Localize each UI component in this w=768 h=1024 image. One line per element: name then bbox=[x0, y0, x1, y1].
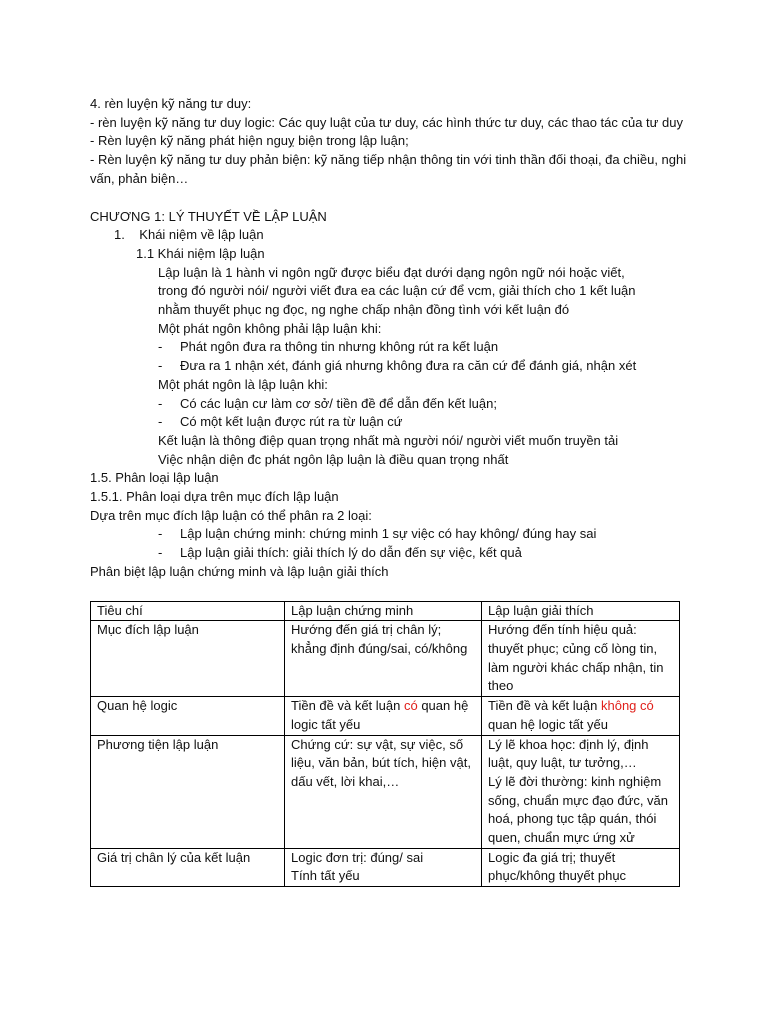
highlight-text: không có bbox=[600, 698, 654, 714]
table-row bbox=[91, 697, 680, 735]
table-row bbox=[91, 621, 680, 697]
section-4-item-1: - rèn luyện kỹ năng tư duy logic: Các quy luật của tư duy, các hình thức tư duy, các thao tác của tư duy bbox=[90, 114, 683, 130]
table-cell: Giá trị chân lý của kết luận bbox=[91, 848, 285, 886]
comparison-title: Phân biệt lập luận chứng minh và lập luận giải thích bbox=[90, 563, 389, 579]
definition-line-3: nhằm thuyết phục ng đọc, ng nghe chấp nhận đồng tình với kết luận đó bbox=[158, 302, 570, 318]
list-item: - Phát ngôn đưa ra thông tin nhưng không rút ra kết luận bbox=[158, 339, 499, 355]
is-argument-intro: Một phát ngôn là lập luận khi: bbox=[158, 376, 328, 392]
section-1-5-heading: 1.5. Phân loại lập luận bbox=[90, 470, 219, 486]
table-row bbox=[91, 735, 680, 848]
list-item: - Đưa ra 1 nhận xét, đánh giá nhưng không đưa ra căn cứ để đánh giá, nhận xét bbox=[158, 358, 637, 374]
chapter-title: CHƯƠNG 1: LÝ THUYẾT VỀ LẬP LUẬN bbox=[90, 208, 327, 224]
list-item: - Lập luận giải thích: giải thích lý do dẫn đến sự việc, kết quả bbox=[158, 545, 522, 561]
section-1-number: 1. bbox=[114, 227, 125, 243]
subsection-1-1-heading: 1.1 Khái niệm lập luận bbox=[136, 245, 265, 261]
section-4-item-2: - Rèn luyện kỹ năng phát hiện nguỵ biện trong lập luận; bbox=[90, 133, 409, 149]
section-1-heading bbox=[90, 226, 700, 245]
table-cell: Phương tiện lập luận bbox=[91, 735, 285, 848]
table-row bbox=[91, 848, 680, 886]
section-4-heading: 4. rèn luyện kỹ năng tư duy: bbox=[90, 96, 252, 111]
spacer bbox=[90, 189, 700, 208]
section-1-title: Khái niệm về lập luận bbox=[139, 227, 264, 243]
list-item: - Lập luận chứng minh: chứng minh 1 sự việc có hay không/ đúng hay sai bbox=[158, 526, 597, 542]
table-cell: Tiền đề và kết luận có quan hệ logic tất yếu bbox=[285, 697, 482, 735]
table-cell: Quan hệ logic bbox=[91, 697, 285, 735]
purpose-intro: Dựa trên mục đích lập luận có thể phân ra 2 loại: bbox=[90, 507, 372, 523]
table-cell: Tiền đề và kết luận không có quan hệ logic tất yếu bbox=[482, 697, 680, 735]
table-cell: Hướng đến tính hiệu quả: thuyết phục; củng cố lòng tin, làm người khác chấp nhận, tin theo bbox=[482, 621, 680, 697]
list-item: - Có một kết luận được rút ra từ luận cứ bbox=[158, 414, 403, 430]
table-cell: Logic đa giá trị; thuyết phục/không thuyết phục bbox=[482, 848, 680, 886]
not-argument-intro: Một phát ngôn không phải lập luận khi: bbox=[158, 320, 382, 336]
table-header-row bbox=[91, 601, 680, 621]
definition-line-1: Lập luận là 1 hành vi ngôn ngữ được biểu đạt dưới dạng ngôn ngữ nói hoặc viết, bbox=[158, 264, 625, 280]
table-cell: Chứng cứ: sự vật, sự việc, số liệu, văn bản, bút tích, hiện vật, dấu vết, lời khai,… bbox=[285, 735, 482, 848]
header-explain: Lập luận giải thích bbox=[482, 601, 680, 621]
section-1-5-1-heading: 1.5.1. Phân loại dựa trên mục đích lập luận bbox=[90, 489, 339, 505]
table-cell: Hướng đến giá trị chân lý; khẳng định đúng/sai, có/không bbox=[285, 621, 482, 697]
list-item: - Có các luận cư làm cơ sở/ tiền đề để dẫn đến kết luận; bbox=[158, 395, 497, 411]
identify-note: Việc nhận diện đc phát ngôn lập luận là điều quan trọng nhất bbox=[158, 451, 509, 467]
section-4-item-3: - Rèn luyện kỹ năng tư duy phản biện: kỹ năng tiếp nhận thông tin với tinh thần đối thoại, đa chiều, nghi vấn, phản biện… bbox=[90, 152, 687, 186]
table-cell: Mục đích lập luận bbox=[91, 621, 285, 697]
header-proof: Lập luận chứng minh bbox=[285, 601, 482, 621]
conclusion-note: Kết luận là thông điệp quan trọng nhất mà người nói/ người viết muốn truyền tải bbox=[158, 432, 619, 448]
table-cell: Lý lẽ khoa học: định lý, định luật, quy luật, tư tưởng,… Lý lẽ đời thường: kinh nghiệm sống, chuẩn mực đạo đức, văn hoá, phong tục tập quán, thói quen, chuẩn mực ứng xử bbox=[482, 735, 680, 848]
comparison-table bbox=[90, 601, 680, 888]
definition-line-2: trong đó người nói/ người viết đưa ea các luận cứ để vcm, giải thích cho 1 kết luận bbox=[158, 283, 636, 299]
header-criteria: Tiêu chí bbox=[91, 601, 285, 621]
table-cell: Logic đơn trị: đúng/ sai Tính tất yếu bbox=[285, 848, 482, 886]
highlight-text: có bbox=[403, 698, 418, 714]
